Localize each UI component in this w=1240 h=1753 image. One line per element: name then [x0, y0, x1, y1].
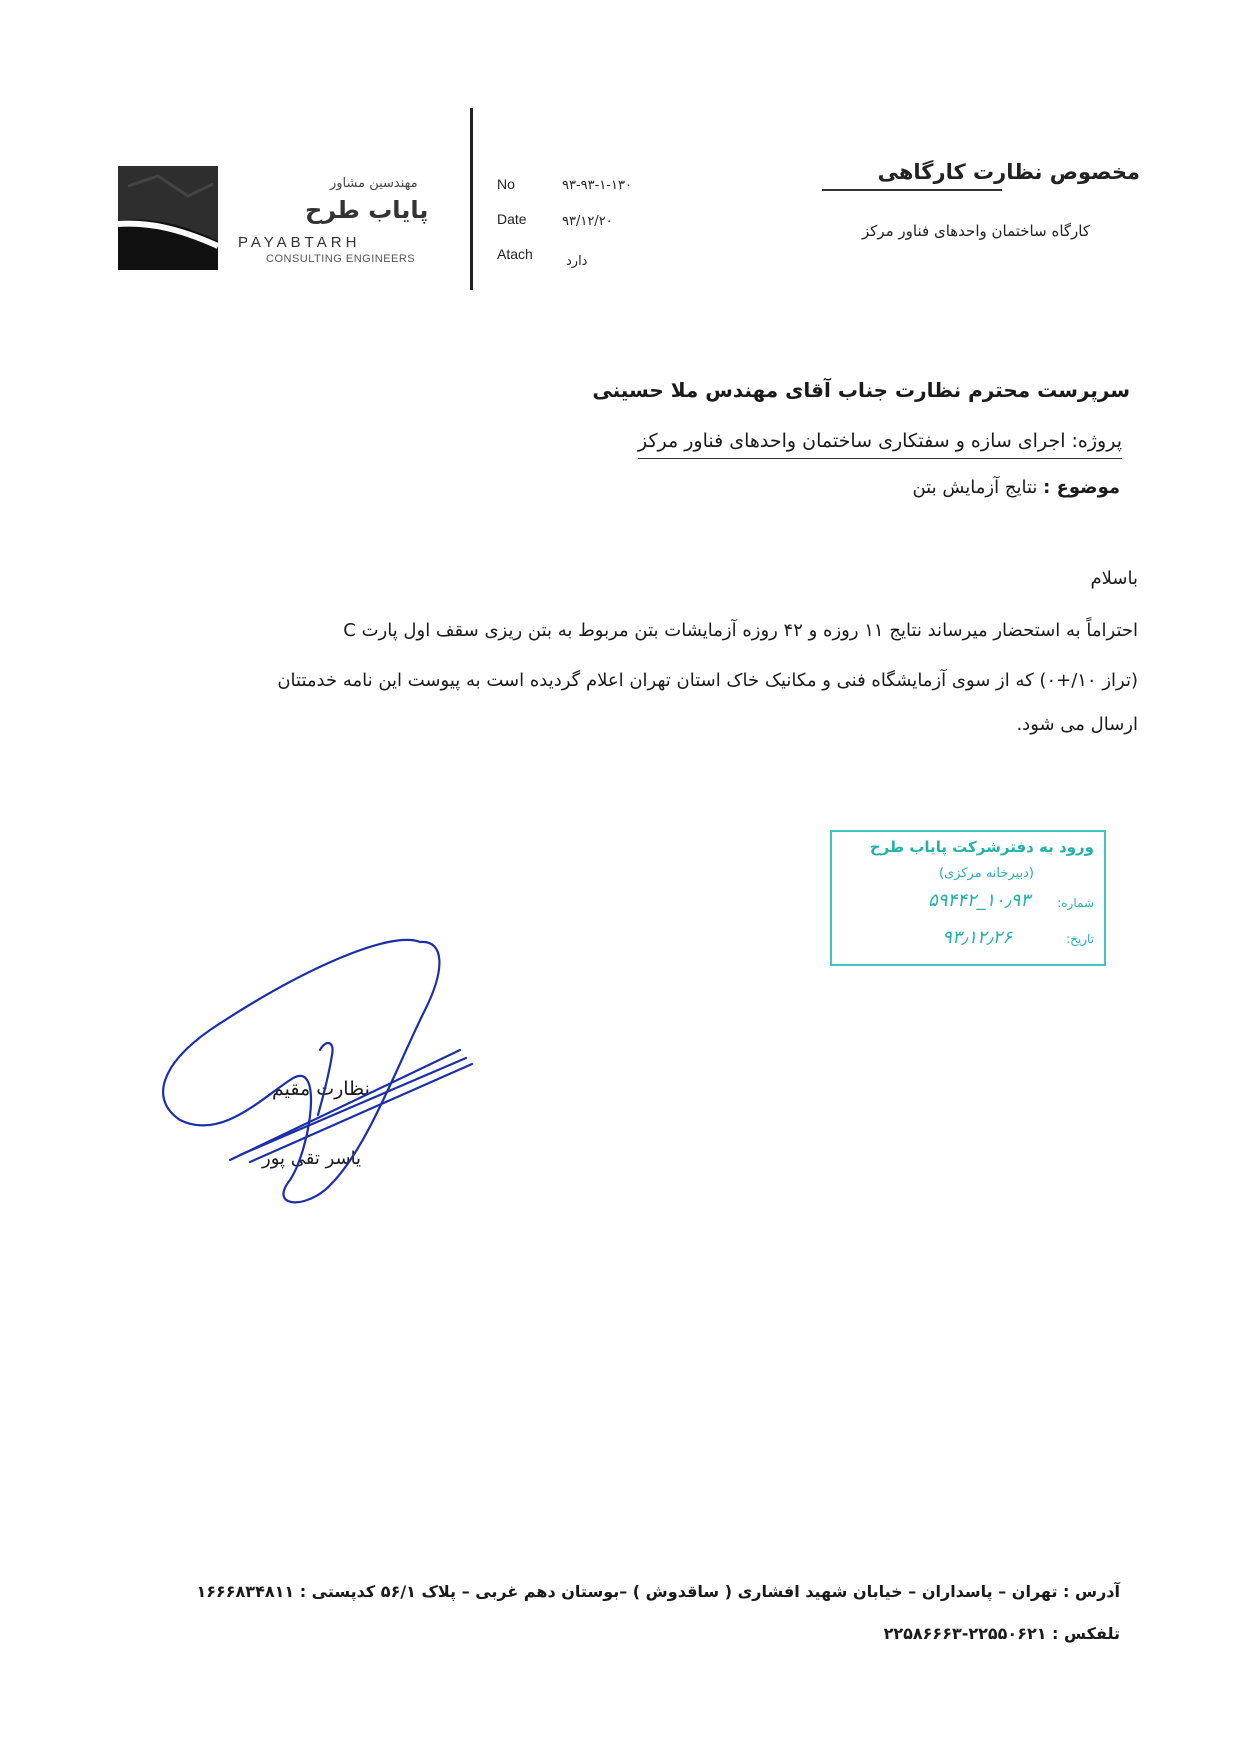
- logo-english-name: PAYABTARH: [238, 234, 361, 251]
- receipt-stamp: [830, 830, 1106, 966]
- stamp-number-value: ۱۰٫۹۳_۵۹۴۴۲: [928, 890, 1030, 911]
- stamp-title: ورود به دفترشرکت پایاب طرح: [869, 838, 1094, 856]
- date-label: Date: [497, 211, 527, 227]
- logo-english-subtitle: CONSULTING ENGINEERS: [266, 253, 416, 265]
- subject-line: [912, 477, 1120, 498]
- project-line: پروژه: اجرای سازه و سفتکاری ساختمان واحدهای فناور مرکز: [638, 430, 1122, 459]
- handwritten-signature: [150, 930, 480, 1210]
- subject-value: نتایج آزمایش بتن: [912, 477, 1038, 498]
- letterhead-title-underline: [822, 189, 1002, 191]
- body-line-1: احتراماً به استحضار میرساند نتایج ۱۱ روزه و ۴۲ روزه آزمایشات بتن مربوط به بتن ریزی سقف اول پارت C: [343, 620, 1138, 641]
- company-logo-mark: [118, 166, 218, 270]
- salutation: باسلام: [1090, 568, 1138, 589]
- stamp-subtitle: (دبیرخانه مرکزی): [938, 866, 1034, 881]
- logo-persian-subtitle: مهندسین مشاور: [330, 176, 418, 191]
- footer-telefax: تلفکس : ۲۲۵۵۰۶۲۱-۲۲۵۸۶۶۶۳: [883, 1624, 1120, 1643]
- number-label: No: [497, 176, 515, 192]
- signatory-name: یاسر تقی پور: [262, 1148, 362, 1169]
- stamp-date-value: ۹۳٫۱۲٫۲۶: [942, 927, 1012, 948]
- attachment-label: Atach: [497, 246, 533, 262]
- header-divider: [470, 108, 473, 290]
- date-value: ۹۳/۱۲/۲۰: [562, 214, 613, 229]
- letterhead-site: کارگاه ساختمان واحدهای فناور مرکز: [861, 222, 1090, 240]
- subject-label: موضوع :: [1043, 477, 1120, 498]
- body-line-2: (تراز ۱۰/+۰) که از سوی آزمایشگاه فنی و مکانیک خاک استان تهران اعلام گردیده است به پیوست این نامه خدمتتان: [277, 670, 1138, 691]
- footer-address: آدرس : تهران – پاسداران – خیابان شهید افشاری ( ساقدوش ) –بوستان دهم غربی – پلاک ۵۶/۱ کدپستی : ۱۶۶۶۸۳۴۸۱۱: [196, 1582, 1120, 1601]
- logo-persian-name: پایاب طرح: [305, 196, 429, 224]
- signatory-title: نظارت مقیم: [272, 1078, 370, 1100]
- attachment-value: دارد: [566, 254, 588, 269]
- number-value: ۹۳-۹۳-۱-۱۳۰: [562, 178, 632, 193]
- letterhead-title: مخصوص نظارت کارگاهی: [877, 160, 1140, 184]
- stamp-date-label: تاریخ:: [1066, 932, 1094, 946]
- logo-graphic: [118, 166, 218, 270]
- stamp-number-label: شماره:: [1057, 896, 1094, 910]
- body-line-3: ارسال می شود.: [1016, 714, 1138, 735]
- addressee: سرپرست محترم نظارت جناب آقای مهندس ملا حسینی: [592, 378, 1130, 402]
